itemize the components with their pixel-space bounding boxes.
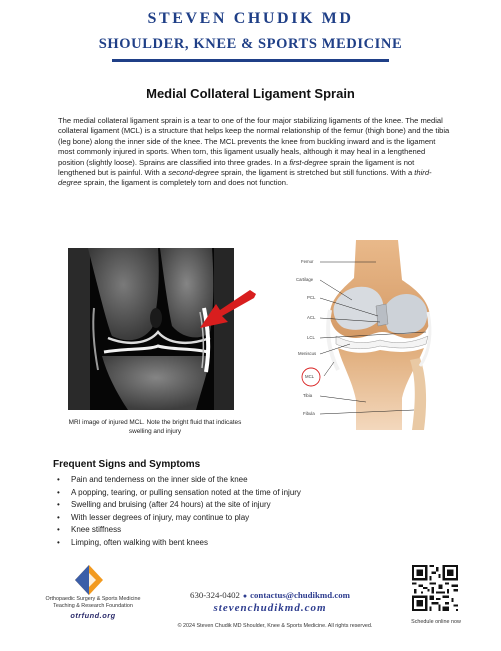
practice-tagline: SHOULDER, KNEE & SPORTS MEDICINE bbox=[98, 36, 403, 52]
header-divider bbox=[112, 59, 389, 62]
intro-text-2: sprain the ligament is not lengthened but is painful. With a bbox=[58, 157, 415, 178]
diamond-logo-icon bbox=[72, 565, 106, 595]
knee-label-pcl: PCL bbox=[307, 295, 316, 300]
knee-label-cartilage: Cartilage bbox=[296, 277, 314, 282]
signs-list bbox=[57, 474, 301, 550]
foundation-link[interactable]: otrfund.org bbox=[70, 611, 116, 620]
intro-emphasis-first-degree: first-degree bbox=[289, 157, 328, 167]
list-item: • Knee stiffness bbox=[57, 524, 301, 537]
intro-emphasis-third-degree: third-degree bbox=[58, 168, 432, 188]
knee-label-fibula: Fibula bbox=[303, 411, 315, 416]
email-link[interactable]: contactus@chudikmd.com bbox=[250, 590, 350, 600]
intro-paragraph bbox=[58, 116, 450, 189]
knee-anatomy-illustration bbox=[290, 240, 450, 430]
mri-caption: MRI image of injured MCL. Note the bright fluid that indicates swelling and injury bbox=[68, 419, 242, 435]
foundation-name bbox=[28, 596, 158, 610]
list-item: • With lesser degrees of injury, may continue to play bbox=[57, 512, 301, 525]
knee-label-mcl: MCL bbox=[305, 374, 315, 379]
website-link[interactable]: stevenchudikmd.com bbox=[213, 602, 327, 614]
injury-arrow-icon bbox=[196, 290, 258, 334]
practice-name: STEVEN CHUDIK MD bbox=[147, 10, 354, 27]
list-item: • A popping, tearing, or pulling sensation noted at the time of injury bbox=[57, 487, 301, 500]
separator-dot: ● bbox=[242, 592, 248, 600]
contact-line bbox=[150, 590, 390, 600]
list-item: • Swelling and bruising (after 24 hours) at the site of injury bbox=[57, 499, 301, 512]
qr-caption: Schedule online now bbox=[411, 619, 461, 625]
knee-label-lcl: LCL bbox=[307, 335, 315, 340]
page-title: Medial Collateral Ligament Sprain bbox=[146, 86, 355, 101]
copyright-notice: © 2024 Steven Chudik MD Shoulder, Knee & Sports Medicine. All rights reserved. bbox=[177, 623, 373, 629]
knee-label-acl: ACL bbox=[307, 315, 316, 320]
foundation-line-2: Teaching & Research Foundation bbox=[53, 603, 133, 609]
knee-label-meniscus: Meniscus bbox=[298, 351, 317, 356]
list-item: • Limping, often walking with bent knees bbox=[57, 537, 301, 550]
intro-text-3: sprain, the ligament is stretched but still functions. With a bbox=[218, 168, 415, 178]
knee-label-tibia: Tibia bbox=[303, 393, 313, 398]
intro-text-1: The medial collateral ligament sprain is a tear to one of the four major stabilizing ligaments of the knee. The medial collateral ligament (MCL) is a structure that helps keep the normal relationship of the femur (thigh bone) and the tibia (leg bone) along the inner side of the knee. The MCL prevents the knee from buckling inward and is the ligament most commonly injured in sports. When torn, this ligament usually heals, although it may heal in a lengthened position (slightly loose). Sprains are classified into three grades. In a bbox=[58, 116, 450, 167]
list-item: • Pain and tenderness on the inner side of the knee bbox=[57, 474, 301, 487]
signs-heading: Frequent Signs and Symptoms bbox=[53, 459, 201, 470]
knee-label-femur: Femur bbox=[301, 259, 314, 264]
intro-text-4: sprain, the ligament is completely torn and does not function. bbox=[81, 178, 289, 188]
intro-emphasis-second-degree: second-degree bbox=[168, 168, 219, 178]
phone-number[interactable]: 630-324-0402 bbox=[190, 590, 240, 600]
foundation-line-1: Orthopaedic Surgery & Sports Medicine bbox=[45, 596, 141, 602]
qr-code-icon[interactable] bbox=[412, 565, 458, 611]
